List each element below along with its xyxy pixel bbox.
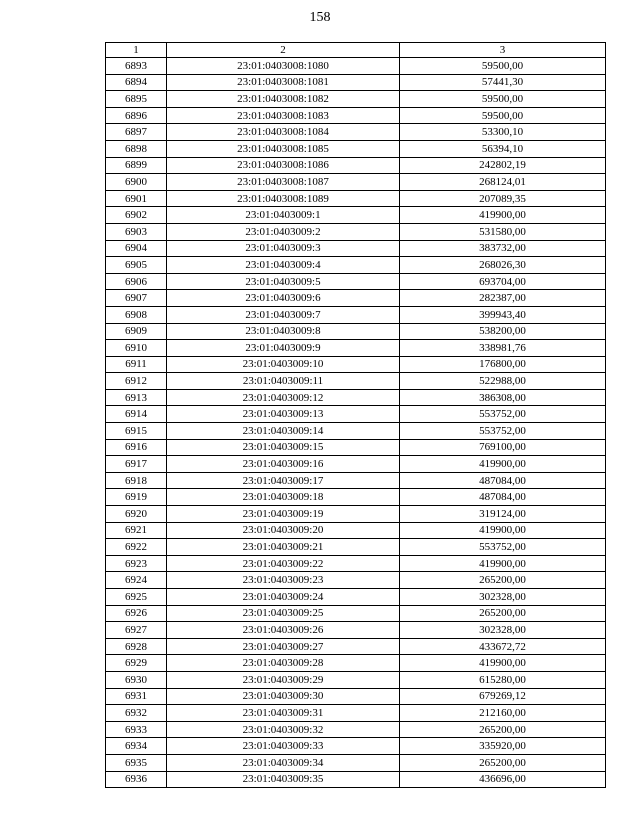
row-number-cell: 6917 bbox=[106, 456, 167, 473]
row-number-cell: 6931 bbox=[106, 688, 167, 705]
value-cell: 693704,00 bbox=[400, 273, 606, 290]
table-row bbox=[106, 622, 606, 639]
table-row bbox=[106, 157, 606, 174]
row-number-cell: 6907 bbox=[106, 290, 167, 307]
cadastral-number-cell: 23:01:0403008:1086 bbox=[167, 157, 400, 174]
table-row bbox=[106, 107, 606, 124]
cadastral-number-cell: 23:01:0403009:24 bbox=[167, 589, 400, 606]
value-cell: 59500,00 bbox=[400, 58, 606, 75]
row-number-cell: 6896 bbox=[106, 107, 167, 124]
value-cell: 419900,00 bbox=[400, 522, 606, 539]
cadastral-number-cell: 23:01:0403008:1084 bbox=[167, 124, 400, 141]
table-row bbox=[106, 522, 606, 539]
cadastral-number-cell: 23:01:0403009:20 bbox=[167, 522, 400, 539]
row-number-cell: 6924 bbox=[106, 572, 167, 589]
cadastral-number-cell: 23:01:0403009:30 bbox=[167, 688, 400, 705]
table-row bbox=[106, 705, 606, 722]
row-number-cell: 6904 bbox=[106, 240, 167, 257]
table-row bbox=[106, 472, 606, 489]
value-cell: 265200,00 bbox=[400, 605, 606, 622]
row-number-cell: 6903 bbox=[106, 223, 167, 240]
cadastral-number-cell: 23:01:0403009:19 bbox=[167, 506, 400, 523]
value-cell: 436696,00 bbox=[400, 771, 606, 788]
row-number-cell: 6919 bbox=[106, 489, 167, 506]
data-table bbox=[105, 42, 606, 788]
value-cell: 419900,00 bbox=[400, 555, 606, 572]
table-row bbox=[106, 340, 606, 357]
row-number-cell: 6923 bbox=[106, 555, 167, 572]
row-number-cell: 6911 bbox=[106, 356, 167, 373]
cadastral-number-cell: 23:01:0403008:1085 bbox=[167, 140, 400, 157]
row-number-cell: 6906 bbox=[106, 273, 167, 290]
cadastral-number-cell: 23:01:0403008:1083 bbox=[167, 107, 400, 124]
row-number-cell: 6894 bbox=[106, 74, 167, 91]
row-number-cell: 6893 bbox=[106, 58, 167, 75]
row-number-cell: 6927 bbox=[106, 622, 167, 639]
row-number-cell: 6933 bbox=[106, 721, 167, 738]
table-row bbox=[106, 423, 606, 440]
value-cell: 207089,35 bbox=[400, 190, 606, 207]
value-cell: 302328,00 bbox=[400, 622, 606, 639]
cadastral-number-cell: 23:01:0403009:28 bbox=[167, 655, 400, 672]
cadastral-number-cell: 23:01:0403009:15 bbox=[167, 439, 400, 456]
table-row bbox=[106, 721, 606, 738]
value-cell: 399943,40 bbox=[400, 306, 606, 323]
value-cell: 282387,00 bbox=[400, 290, 606, 307]
cadastral-number-cell: 23:01:0403009:31 bbox=[167, 705, 400, 722]
cadastral-number-cell: 23:01:0403009:17 bbox=[167, 472, 400, 489]
table-row bbox=[106, 356, 606, 373]
row-number-cell: 6914 bbox=[106, 406, 167, 423]
value-cell: 268026,30 bbox=[400, 257, 606, 274]
row-number-cell: 6898 bbox=[106, 140, 167, 157]
row-number-cell: 6928 bbox=[106, 638, 167, 655]
value-cell: 302328,00 bbox=[400, 589, 606, 606]
cadastral-number-cell: 23:01:0403009:16 bbox=[167, 456, 400, 473]
value-cell: 419900,00 bbox=[400, 456, 606, 473]
table-row bbox=[106, 439, 606, 456]
row-number-cell: 6925 bbox=[106, 589, 167, 606]
row-number-cell: 6915 bbox=[106, 423, 167, 440]
row-number-cell: 6936 bbox=[106, 771, 167, 788]
table-row bbox=[106, 306, 606, 323]
cadastral-number-cell: 23:01:0403009:27 bbox=[167, 638, 400, 655]
value-cell: 487084,00 bbox=[400, 472, 606, 489]
cadastral-number-cell: 23:01:0403008:1080 bbox=[167, 58, 400, 75]
value-cell: 522988,00 bbox=[400, 373, 606, 390]
cadastral-number-cell: 23:01:0403009:11 bbox=[167, 373, 400, 390]
value-cell: 265200,00 bbox=[400, 721, 606, 738]
cadastral-number-cell: 23:01:0403009:26 bbox=[167, 622, 400, 639]
row-number-cell: 6929 bbox=[106, 655, 167, 672]
table-row bbox=[106, 124, 606, 141]
table-row bbox=[106, 671, 606, 688]
table-row bbox=[106, 323, 606, 340]
value-cell: 419900,00 bbox=[400, 655, 606, 672]
value-cell: 769100,00 bbox=[400, 439, 606, 456]
cadastral-number-cell: 23:01:0403009:2 bbox=[167, 223, 400, 240]
cadastral-number-cell: 23:01:0403009:32 bbox=[167, 721, 400, 738]
row-number-cell: 6900 bbox=[106, 174, 167, 191]
value-cell: 265200,00 bbox=[400, 754, 606, 771]
cadastral-number-cell: 23:01:0403009:6 bbox=[167, 290, 400, 307]
cadastral-number-cell: 23:01:0403008:1082 bbox=[167, 91, 400, 108]
value-cell: 57441,30 bbox=[400, 74, 606, 91]
table-row bbox=[106, 58, 606, 75]
header-row bbox=[106, 43, 606, 58]
table-row bbox=[106, 539, 606, 556]
cadastral-number-cell: 23:01:0403009:1 bbox=[167, 207, 400, 224]
cadastral-number-cell: 23:01:0403008:1087 bbox=[167, 174, 400, 191]
cadastral-number-cell: 23:01:0403009:13 bbox=[167, 406, 400, 423]
table-row bbox=[106, 373, 606, 390]
table-row bbox=[106, 389, 606, 406]
value-cell: 268124,01 bbox=[400, 174, 606, 191]
row-number-cell: 6897 bbox=[106, 124, 167, 141]
cadastral-number-cell: 23:01:0403009:12 bbox=[167, 389, 400, 406]
table-row bbox=[106, 754, 606, 771]
cadastral-number-cell: 23:01:0403009:4 bbox=[167, 257, 400, 274]
value-cell: 386308,00 bbox=[400, 389, 606, 406]
table-row bbox=[106, 605, 606, 622]
row-number-cell: 6912 bbox=[106, 373, 167, 390]
cadastral-number-cell: 23:01:0403009:25 bbox=[167, 605, 400, 622]
row-number-cell: 6901 bbox=[106, 190, 167, 207]
value-cell: 679269,12 bbox=[400, 688, 606, 705]
table-row bbox=[106, 257, 606, 274]
cadastral-number-cell: 23:01:0403009:22 bbox=[167, 555, 400, 572]
cadastral-number-cell: 23:01:0403009:7 bbox=[167, 306, 400, 323]
table-row bbox=[106, 91, 606, 108]
value-cell: 59500,00 bbox=[400, 107, 606, 124]
table-row bbox=[106, 506, 606, 523]
table-row bbox=[106, 190, 606, 207]
value-cell: 553752,00 bbox=[400, 406, 606, 423]
value-cell: 242802,19 bbox=[400, 157, 606, 174]
row-number-cell: 6920 bbox=[106, 506, 167, 523]
value-cell: 212160,00 bbox=[400, 705, 606, 722]
value-cell: 487084,00 bbox=[400, 489, 606, 506]
value-cell: 338981,76 bbox=[400, 340, 606, 357]
table-row bbox=[106, 140, 606, 157]
row-number-cell: 6905 bbox=[106, 257, 167, 274]
cadastral-number-cell: 23:01:0403009:29 bbox=[167, 671, 400, 688]
table-row bbox=[106, 240, 606, 257]
cadastral-number-cell: 23:01:0403009:18 bbox=[167, 489, 400, 506]
table-row bbox=[106, 207, 606, 224]
row-number-cell: 6909 bbox=[106, 323, 167, 340]
value-cell: 419900,00 bbox=[400, 207, 606, 224]
value-cell: 176800,00 bbox=[400, 356, 606, 373]
table-row bbox=[106, 572, 606, 589]
table-row bbox=[106, 456, 606, 473]
value-cell: 433672,72 bbox=[400, 638, 606, 655]
header-cell-col-3: 3 bbox=[400, 43, 606, 58]
header-cell-col-1: 1 bbox=[106, 43, 167, 58]
row-number-cell: 6918 bbox=[106, 472, 167, 489]
table-row bbox=[106, 688, 606, 705]
table-body bbox=[106, 58, 606, 788]
table-row bbox=[106, 589, 606, 606]
table-row bbox=[106, 771, 606, 788]
cadastral-number-cell: 23:01:0403009:23 bbox=[167, 572, 400, 589]
row-number-cell: 6910 bbox=[106, 340, 167, 357]
table-row bbox=[106, 406, 606, 423]
value-cell: 53300,10 bbox=[400, 124, 606, 141]
table-row bbox=[106, 223, 606, 240]
cadastral-number-cell: 23:01:0403009:8 bbox=[167, 323, 400, 340]
table-row bbox=[106, 74, 606, 91]
table-row bbox=[106, 555, 606, 572]
cadastral-number-cell: 23:01:0403009:34 bbox=[167, 754, 400, 771]
table-row bbox=[106, 655, 606, 672]
row-number-cell: 6921 bbox=[106, 522, 167, 539]
row-number-cell: 6926 bbox=[106, 605, 167, 622]
cadastral-number-cell: 23:01:0403009:33 bbox=[167, 738, 400, 755]
row-number-cell: 6932 bbox=[106, 705, 167, 722]
table-row bbox=[106, 638, 606, 655]
cadastral-number-cell: 23:01:0403008:1081 bbox=[167, 74, 400, 91]
cadastral-number-cell: 23:01:0403009:3 bbox=[167, 240, 400, 257]
row-number-cell: 6930 bbox=[106, 671, 167, 688]
cadastral-number-cell: 23:01:0403009:21 bbox=[167, 539, 400, 556]
cadastral-number-cell: 23:01:0403008:1089 bbox=[167, 190, 400, 207]
row-number-cell: 6934 bbox=[106, 738, 167, 755]
value-cell: 56394,10 bbox=[400, 140, 606, 157]
value-cell: 383732,00 bbox=[400, 240, 606, 257]
value-cell: 615280,00 bbox=[400, 671, 606, 688]
cadastral-number-cell: 23:01:0403009:14 bbox=[167, 423, 400, 440]
value-cell: 265200,00 bbox=[400, 572, 606, 589]
table-header bbox=[106, 43, 606, 58]
table-row bbox=[106, 273, 606, 290]
table-row bbox=[106, 174, 606, 191]
table-row bbox=[106, 489, 606, 506]
row-number-cell: 6902 bbox=[106, 207, 167, 224]
value-cell: 335920,00 bbox=[400, 738, 606, 755]
row-number-cell: 6922 bbox=[106, 539, 167, 556]
value-cell: 531580,00 bbox=[400, 223, 606, 240]
cadastral-number-cell: 23:01:0403009:35 bbox=[167, 771, 400, 788]
table-row bbox=[106, 290, 606, 307]
value-cell: 553752,00 bbox=[400, 423, 606, 440]
row-number-cell: 6908 bbox=[106, 306, 167, 323]
row-number-cell: 6913 bbox=[106, 389, 167, 406]
value-cell: 319124,00 bbox=[400, 506, 606, 523]
cadastral-number-cell: 23:01:0403009:9 bbox=[167, 340, 400, 357]
value-cell: 553752,00 bbox=[400, 539, 606, 556]
value-cell: 538200,00 bbox=[400, 323, 606, 340]
cadastral-number-cell: 23:01:0403009:10 bbox=[167, 356, 400, 373]
table-row bbox=[106, 738, 606, 755]
value-cell: 59500,00 bbox=[400, 91, 606, 108]
row-number-cell: 6916 bbox=[106, 439, 167, 456]
row-number-cell: 6935 bbox=[106, 754, 167, 771]
page-number: 158 bbox=[309, 10, 331, 25]
row-number-cell: 6895 bbox=[106, 91, 167, 108]
cadastral-number-cell: 23:01:0403009:5 bbox=[167, 273, 400, 290]
row-number-cell: 6899 bbox=[106, 157, 167, 174]
header-cell-col-2: 2 bbox=[167, 43, 400, 58]
